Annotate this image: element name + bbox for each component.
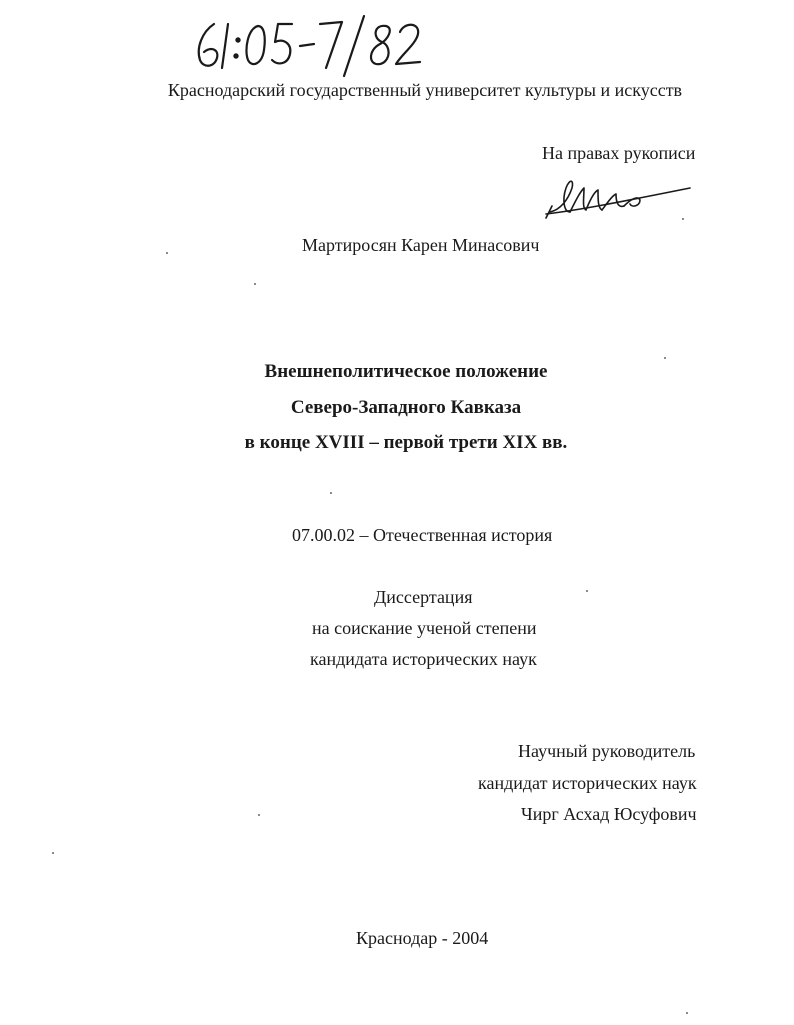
scan-speck: [254, 283, 256, 285]
scan-speck: [686, 1012, 688, 1014]
scan-speck: [166, 252, 168, 254]
manuscript-notice: На правах рукописи: [542, 143, 696, 163]
scan-speck: [682, 218, 684, 220]
scan-speck: [664, 357, 666, 359]
advisor-degree: кандидат исторических наук: [478, 773, 697, 793]
dissertation-type-line-1: Диссертация: [374, 587, 473, 607]
handwritten-archive-number: [188, 10, 438, 80]
advisor-role: Научный руководитель: [518, 741, 696, 761]
city-year: Краснодар - 2004: [356, 928, 489, 948]
scan-speck: [52, 852, 54, 854]
scan-speck: [586, 590, 588, 592]
dissertation-type-line-3: кандидата исторических наук: [310, 649, 537, 669]
author-name: Мартиросян Карен Минасович: [302, 235, 540, 255]
dissertation-title-line-3: в конце XVIII – первой трети XIX вв.: [244, 432, 568, 453]
university-name: Краснодарский государственный университет культуры и искусств: [167, 80, 683, 100]
signature: [540, 170, 695, 225]
dissertation-title-line-2: Северо-Западного Кавказа: [290, 397, 522, 418]
scan-speck: [330, 492, 332, 494]
advisor-name: Чирг Асхад Юсуфович: [521, 804, 697, 824]
scan-speck: [258, 814, 260, 816]
dissertation-type-line-2: на соискание ученой степени: [312, 618, 537, 638]
specialty-code: 07.00.02 – Отечественная история: [292, 525, 553, 545]
dissertation-title-line-1: Внешнеполитическое положение: [264, 361, 548, 382]
